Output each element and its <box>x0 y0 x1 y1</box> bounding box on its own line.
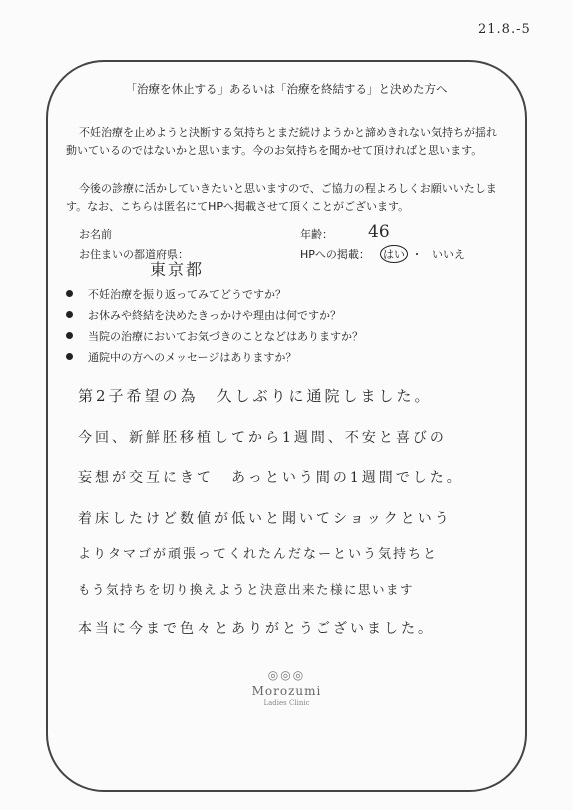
logo-subtitle: Ladies Clinic <box>263 699 310 707</box>
handwritten-line-3: 妄想が交互にきて あっという間の1週間でした。 <box>78 470 464 486</box>
handwritten-line-4: 着床したけど数値が低いと聞いてショックという <box>78 511 452 527</box>
question-1-text: 不妊治療を振り返ってみてどうですか？ <box>88 288 286 301</box>
logo-swirl-icon: ◎◎◎ <box>267 668 306 682</box>
question-4-text: 通院中の方へのメッセージはありますか？ <box>88 351 297 364</box>
question-3-text: 当院の治療においてお気づきのことなどはありますか？ <box>88 330 363 343</box>
form-title: 「治療を休止する」あるいは「治療を終結する」と決めた方へ <box>125 82 448 96</box>
clinic-logo <box>0 668 573 707</box>
age-label: 年齢： <box>300 228 333 241</box>
handwritten-line-5: よりタマゴが頑張ってくれたんだなーという気持ちと <box>78 547 439 562</box>
handwritten-line-1: 第2子希望の為 久しぶりに通院しました。 <box>78 387 433 405</box>
name-label: お名前 <box>79 228 112 241</box>
hp-yes-option-circled: はい <box>380 245 408 263</box>
bullet-icon <box>66 290 73 297</box>
prefecture-label: お住まいの都道府県： <box>79 248 189 261</box>
intro-paragraph-2: 今後の診療に活かしていきたいと思いますので、ご協力の程よろしくお願いいたします。なお、こちらは匿名にてHPへ掲載させて頂くことがございます。 <box>66 182 497 213</box>
age-value: 46 <box>368 222 390 242</box>
hp-no-option: いいえ <box>432 248 465 261</box>
handwritten-date: 21.8.-5 <box>478 22 531 37</box>
intro-paragraph-1: 不妊治療を止めようと決断する気持ちとまだ続けようかと諦めきれない気持ちが揺れ動いているのではないかと思います。今のお気持ちを聞かせて頂ければと思います。 <box>66 126 497 157</box>
hp-publish-options <box>380 245 465 263</box>
hp-publish-label: HPへの掲載： <box>300 248 370 261</box>
handwritten-line-2: 今回、新鮮胚移植してから1週間、不安と喜びの <box>78 430 447 446</box>
bullet-icon <box>66 353 73 360</box>
prefecture-value: 東京都 <box>150 260 205 279</box>
handwritten-line-6: もう気持ちを切り換えようと決意出来た様に思います <box>78 582 415 597</box>
handwritten-line-7: 本当に今まで色々とありがとうございました。 <box>78 621 435 637</box>
bullet-icon <box>66 311 73 318</box>
hp-option-separator: ・ <box>411 248 423 261</box>
bullet-icon <box>66 332 73 339</box>
logo-name: Morozumi <box>251 684 322 698</box>
question-2-text: お休みや終結を決めたきっかけや理由は何ですか？ <box>88 309 341 322</box>
